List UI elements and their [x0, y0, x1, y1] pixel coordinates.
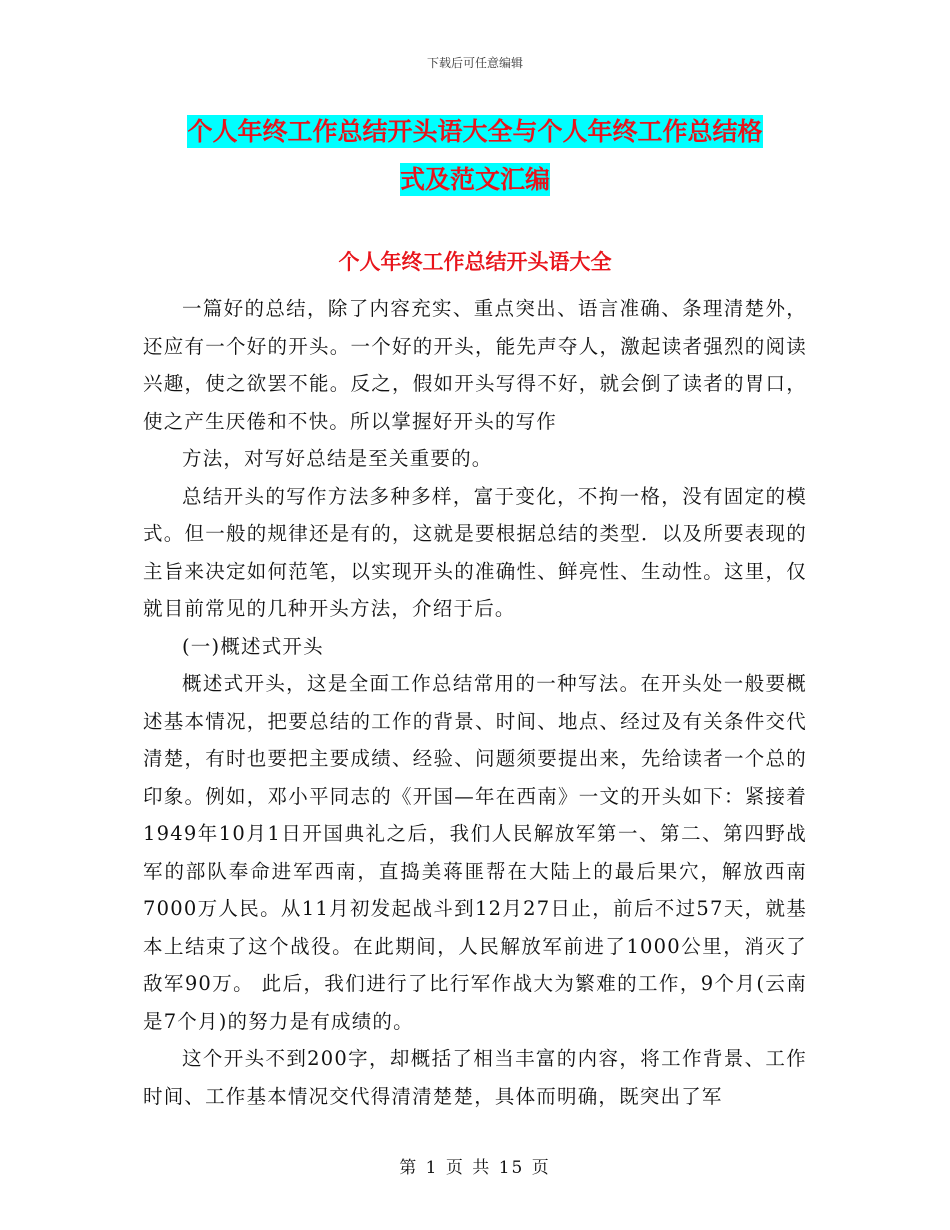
document-title-line-2: 式及范文汇编	[399, 165, 550, 194]
paragraph: 总结开头的写作方法多种多样，富于变化，不拘一格，没有固定的模式。但一般的规律还是有的，这就是要根据总结的类型．以及所要表现的主旨来决定如何范笔，以实现开头的准确性、鲜亮性、生动性。这里，仅就目前常见的几种开头方法，介绍于后。	[143, 484, 807, 620]
paragraph: 概述式开头，这是全面工作总结常用的一种写法。在开头处一般要概述基本情况，把要总结的工作的背景、时间、地点、经过及有关条件交代清楚，有时也要把主要成绩、经验、问题须要提出来，先给读者一个总的印象。例如，邓小平同志的《开国—年在西南》一文的开头如下：紧接着1949年10月1日开国典礼之后，我们人民解放军第一、第二、第四野战军的部队奉命进军西南，直捣美蒋匪帮在大陆上的最后果穴，解放西南7000万人民。从11月初发起战斗到12月27日止，前后不过57天，就基本上结束了这个战役。在此期间，人民解放军前进了1000公里，消灭了敌军90万。 此后，我们进行了比行军作战大为繁难的工作，9个月(云南是7个月)的努力是有成绩的。	[143, 672, 807, 1033]
page-number-footer: 第 1 页 共 15 页	[399, 1158, 551, 1178]
paragraph: 方法，对写好总结是至关重要的。	[182, 447, 493, 470]
header-note: 下载后可任意编辑	[426, 56, 523, 70]
section-title: 个人年终工作总结开头语大全	[338, 250, 612, 274]
paragraph: 这个开头不到200字，却概括了相当丰富的内容，将工作背景、工作时间、工作基本情况交代得清清楚楚，具体而明确，既突出了军	[143, 1047, 807, 1108]
document-body	[143, 290, 807, 1115]
subsection-heading: (一)概述式开头	[182, 634, 324, 658]
document-title-line-1: 个人年终工作总结开头语大全与个人年终工作总结格	[187, 117, 763, 146]
document-title	[140, 108, 810, 204]
paragraph: 一篇好的总结，除了内容充实、重点突出、语言准确、条理清楚外，还应有一个好的开头。一个好的开头，能先声夺人，激起读者强烈的阅读兴趣，使之欲罢不能。反之，假如开头写得不好，就会倒了读者的胃口，使之产生厌倦和不快。所以掌握好开头的写作	[143, 297, 807, 433]
